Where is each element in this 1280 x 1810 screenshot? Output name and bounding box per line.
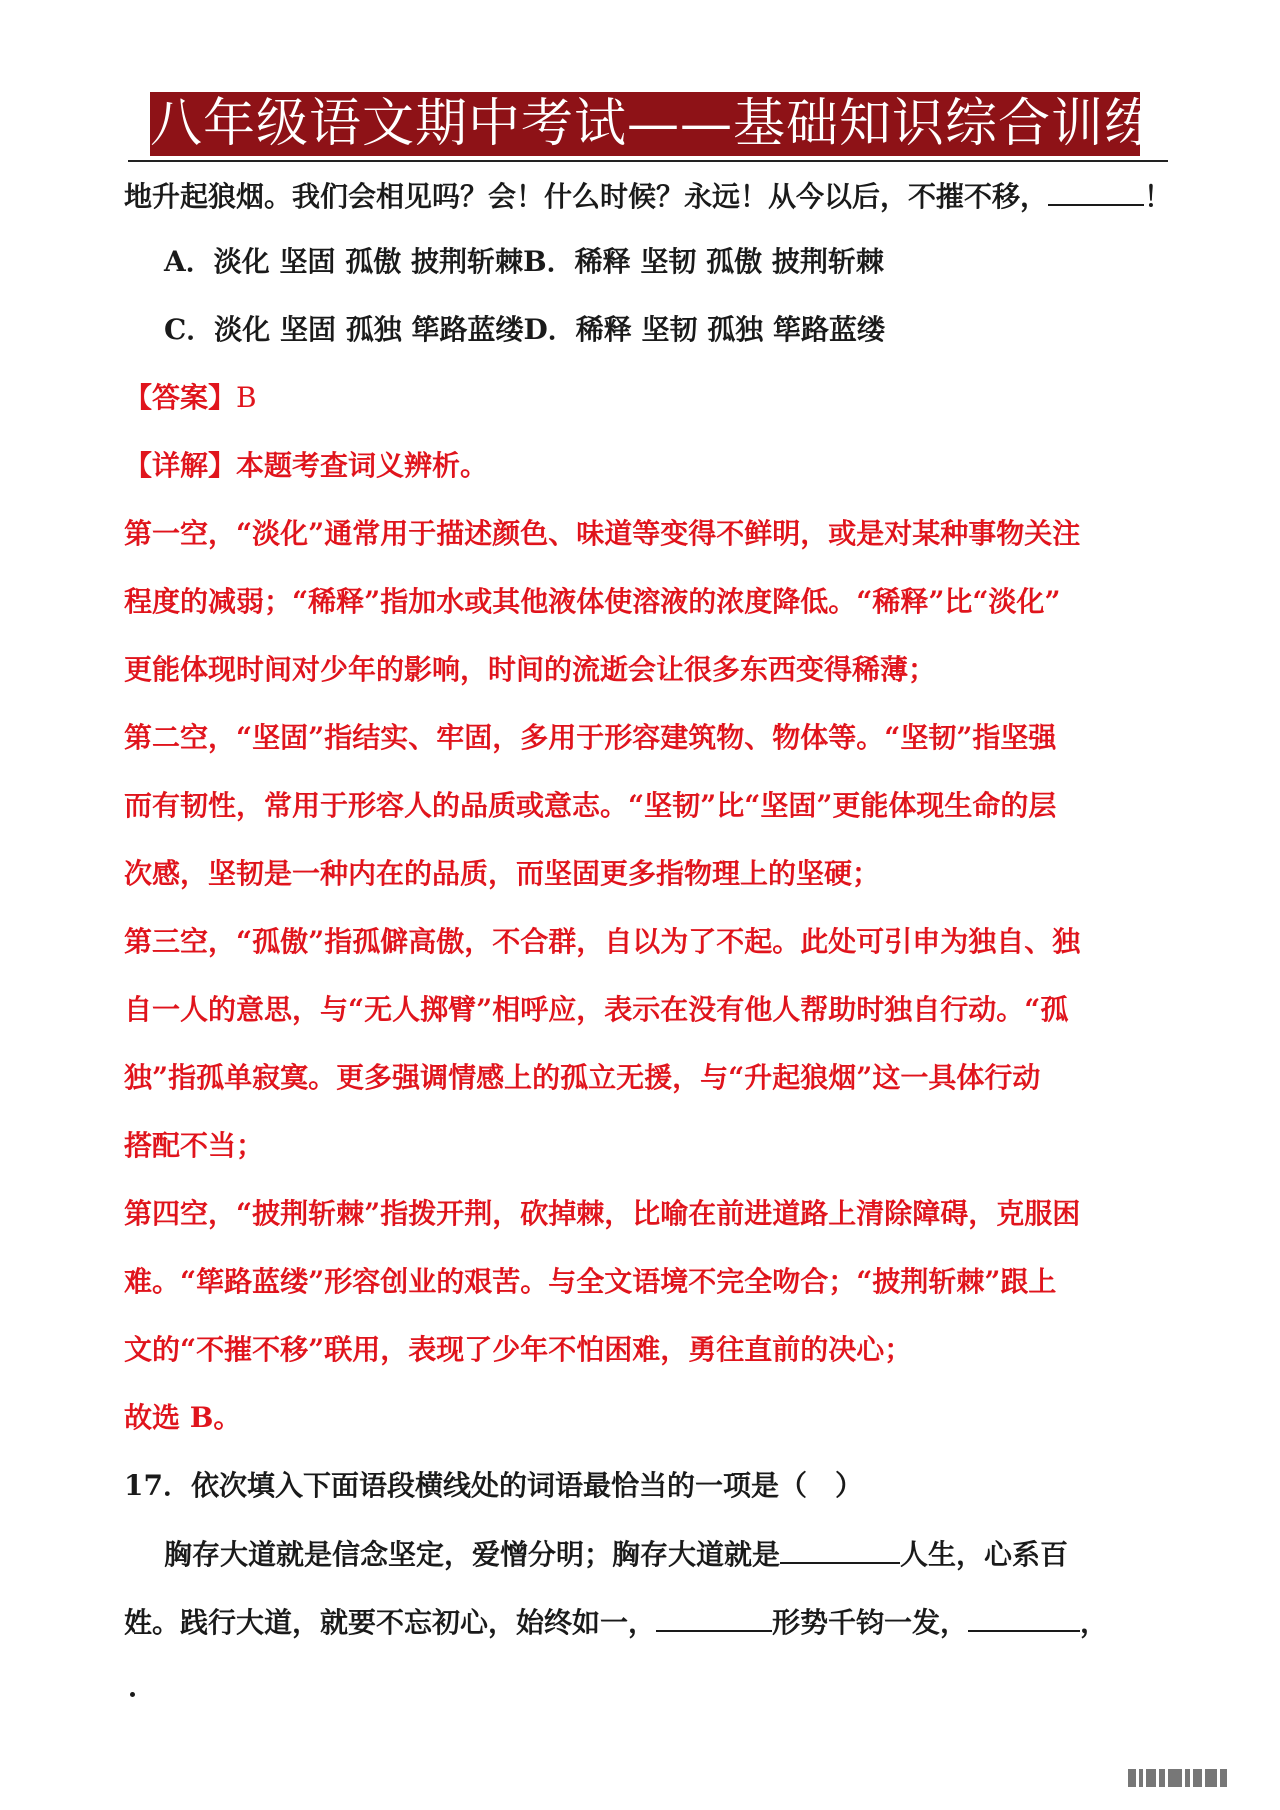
explanation-intro: 本题考查词义辨析。 (236, 449, 489, 482)
q17-text: 胸存大道就是信念坚定，爱憎分明；胸存大道就是 (164, 1538, 781, 1571)
explanation-line: 独”指孤单寂寞。更多强调情感上的孤立无援，与“升起狼烟”这一具体行动 (124, 1061, 1041, 1094)
answer-blank (780, 1534, 900, 1564)
q17-text: ， (1080, 1606, 1109, 1639)
title-rule (128, 160, 1168, 162)
answer-blank (968, 1602, 1080, 1632)
watermark-mark (1128, 1768, 1258, 1790)
explanation-label: 【详解】 (124, 449, 237, 482)
question-17-paragraph-line-2 (124, 1602, 1174, 1643)
question-tail-end: ！ (1144, 180, 1173, 213)
options-row-1: A．淡化 坚固 孤傲 披荆斩棘B．稀释 坚韧 孤傲 披荆斩棘 (164, 245, 884, 278)
explanation-line: 更能体现时间对少年的影响，时间的流逝会让很多东西变得稀薄； (124, 653, 937, 686)
explanation-line: 次感，坚韧是一种内在的品质，而坚固更多指物理上的坚硬； (124, 857, 881, 890)
answer-line (124, 378, 1174, 418)
explanation-line: 第四空，“披荆斩棘”指拨开荆，砍掉棘，比喻在前进道路上清除障碍，克服困 (124, 1197, 1081, 1230)
header (0, 92, 1280, 162)
explanation-intro-line (124, 446, 1174, 486)
options-row-2: C．淡化 坚固 孤独 筚路蓝缕D．稀释 坚韧 孤独 筚路蓝缕 (164, 313, 886, 346)
answer-value: B (236, 381, 257, 414)
explanation-conclusion: 故选 B。 (124, 1401, 242, 1434)
answer-blank (656, 1602, 772, 1632)
answer-blank (1048, 176, 1144, 206)
question-17-stem: 17．依次填入下面语段横线处的词语最恰当的一项是（ ） (124, 1469, 863, 1502)
explanation-line: 自一人的意思，与“无人掷臂”相呼应，表示在没有他人帮助时独自行动。“孤 (124, 993, 1069, 1026)
explanation-line: 第二空，“坚固”指结实、牢固，多用于形容建筑物、物体等。“坚韧”指坚强 (124, 721, 1057, 754)
q17-text: 形势千钧一发， (772, 1606, 969, 1639)
page-title: 八年级语文期中考试——基础知识综合训练 (150, 94, 1158, 154)
answer-label: 【答案】 (124, 381, 237, 414)
q17-text: 姓。践行大道，就要不忘初心，始终如一， (124, 1606, 657, 1639)
explanation-line: 程度的减弱；“稀释”指加水或其他液体使溶液的浓度降低。“稀释”比“淡化” (124, 585, 1061, 618)
explanation-line: 难。“筚路蓝缕”形容创业的艰苦。与全文语境不完全吻合；“披荆斩棘”跟上 (124, 1265, 1057, 1298)
stray-dot (130, 1692, 135, 1697)
question-tail-text: 地升起狼烟。我们会相见吗？会！什么时候？永远！从今以后，不摧不移， (124, 180, 1049, 213)
explanation-line: 文的“不摧不移”联用，表现了少年不怕困难，勇往直前的决心； (124, 1333, 913, 1366)
question-17-paragraph-line-1 (164, 1534, 1214, 1575)
explanation-line: 第三空，“孤傲”指孤僻高傲，不合群，自以为了不起。此处可引申为独自、独 (124, 925, 1081, 958)
explanation-line: 而有韧性，常用于形容人的品质或意志。“坚韧”比“坚固”更能体现生命的层 (124, 789, 1057, 822)
question-tail-line (124, 176, 1174, 217)
explanation-line: 第一空，“淡化”通常用于描述颜色、味道等变得不鲜明，或是对某种事物关注 (124, 517, 1081, 550)
explanation-line: 搭配不当； (124, 1129, 265, 1162)
q17-text: 人生，心系百 (900, 1538, 1069, 1571)
